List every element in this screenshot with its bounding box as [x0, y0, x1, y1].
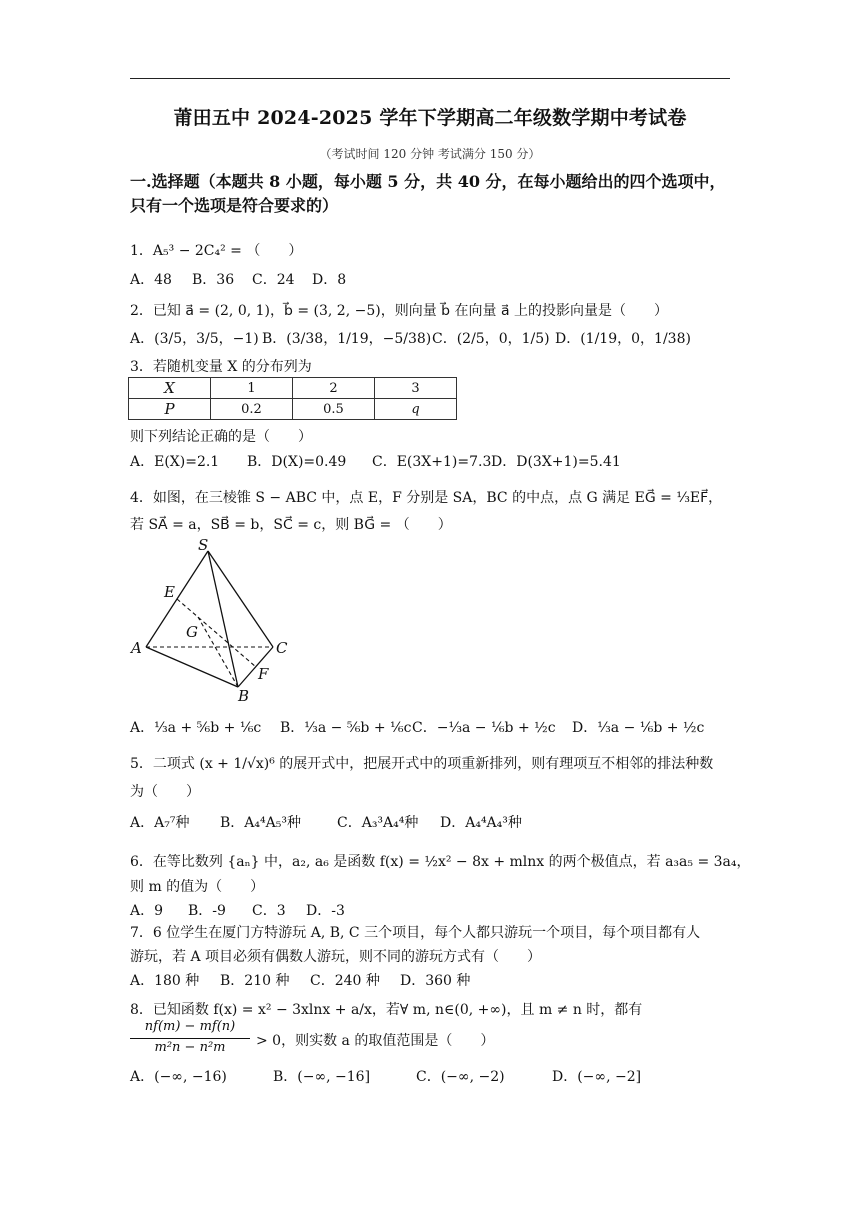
point-label-f: F: [258, 665, 269, 683]
q2-option-d: D．(1/19，0，1/38): [555, 331, 691, 347]
question-4-stem-2: 若 SA⃗ = a，SB⃗ = b，SC⃗ = c，则 BG⃗ = （ ）: [130, 517, 452, 533]
q7-option-b: B．210 种: [220, 973, 290, 989]
q2-option-a: A．(3/5，3/5，−1): [130, 331, 259, 347]
question-5-stem-1: 5．二项式 (x + 1/√x)⁶ 的展开式中，把展开式中的项重新排列，则有理项互不相邻的排法种数: [130, 756, 714, 772]
tetrahedron-figure: [128, 535, 298, 705]
question-7-stem-1: 7．6 位学生在厦门方特游玩 A, B, C 三个项目，每个人都只游玩一个项目，每个项目都有人: [130, 925, 701, 941]
question-4-stem-1: 4．如图，在三棱锥 S − ABC 中，点 E，F 分别是 SA，BC 的中点，点 G 满足 EG⃗ = ⅓EF⃗，: [130, 490, 723, 506]
vertex-label-s: S: [198, 536, 209, 554]
question-8-stem-1: 8．已知函数 f(x) = x² − 3xlnx + a/x，若∀ m, n∈(0, +∞)，且 m ≠ n 时，都有: [130, 1002, 643, 1018]
q1-option-d: D．8: [312, 272, 347, 288]
question-7-stem-2: 游玩，若 A 项目必须有偶数人游玩，则不同的游玩方式有（ ）: [130, 949, 542, 965]
q1-option-b: B．36: [192, 272, 235, 288]
vertex-label-a: A: [131, 639, 142, 657]
q6-option-a: A．9: [130, 903, 164, 919]
question-3-after: 则下列结论正确的是（ ）: [130, 429, 312, 445]
q3-option-a: A．E(X)=2.1: [130, 454, 220, 470]
exam-subtitle: （考试时间 120 分钟 考试满分 150 分）: [319, 147, 541, 161]
q7-option-a: A．180 种: [130, 973, 200, 989]
question-6-stem-2: 则 m 的值为（ ）: [130, 879, 265, 895]
q6-option-c: C．3: [252, 903, 286, 919]
section-heading: 一.选择题（本题共 8 小题，每小题 5 分，共 40 分，在每小题给出的四个选项中，只有一个选项是符合要求的）: [130, 172, 726, 215]
q4-option-c: C．−⅓a − ⅙b + ½c: [412, 720, 556, 736]
question-5-stem-2: 为（ ）: [130, 784, 200, 800]
q7-option-c: C．240 种: [310, 973, 380, 989]
point-label-g: G: [186, 623, 198, 641]
q1-option-c: C．24: [252, 272, 295, 288]
q5-option-c: C．A₃³A₄⁴种: [337, 815, 419, 831]
q4-option-a: A．⅓a + ⅚b + ⅙c: [130, 720, 262, 736]
exam-title: 莆田五中 2024-2025 学年下学期高二年级数学期中考试卷: [173, 107, 687, 129]
q5-option-a: A．A₇⁷种: [130, 815, 190, 831]
q3-option-d: D．D(3X+1)=5.41: [491, 454, 621, 470]
q3-option-b: B．D(X)=0.49: [247, 454, 347, 470]
table-cell: 0.5: [293, 399, 375, 420]
question-8-stem-2: > 0，则实数 a 的取值范围是（ ）: [256, 1033, 495, 1049]
q4-option-b: B．⅓a − ⅚b + ⅙c: [280, 720, 412, 736]
q2-option-c: C．(2/5，0，1/5): [432, 331, 550, 347]
q8-option-d: D．(−∞, −2]: [552, 1069, 642, 1085]
q6-option-d: D．-3: [306, 903, 345, 919]
q7-option-d: D．360 种: [400, 973, 471, 989]
question-3-stem: 3．若随机变量 X 的分布列为: [130, 359, 312, 375]
table-cell: P: [129, 399, 211, 420]
table-row: [129, 399, 457, 420]
q4-option-d: D．⅓a − ⅙b + ½c: [572, 720, 705, 736]
q8-fraction-numerator: nf(m) − mf(n): [144, 1019, 236, 1034]
distribution-table: [128, 377, 457, 420]
table-cell: 0.2: [211, 399, 293, 420]
q8-option-c: C．(−∞, −2): [416, 1069, 505, 1085]
top-rule: [130, 78, 730, 79]
table-cell: 1: [211, 378, 293, 399]
table-cell: 3: [375, 378, 457, 399]
q8-fraction-denominator: m²n − n²m: [154, 1040, 226, 1055]
q3-option-c: C．E(3X+1)=7.3: [372, 454, 492, 470]
table-cell: X: [129, 378, 211, 399]
q8-option-b: B．(−∞, −16]: [273, 1069, 371, 1085]
q2-option-b: B．(3/38，1/19，−5/38): [262, 331, 432, 347]
table-cell: 2: [293, 378, 375, 399]
question-6-stem-1: 6．在等比数列 {aₙ} 中，a₂, a₆ 是函数 f(x) = ½x² − 8x + mlnx 的两个极值点，若 a₃a₅ = 3a₄，: [130, 854, 751, 870]
q5-option-d: D．A₄⁴A₄³种: [440, 815, 522, 831]
q8-fraction-bar: [130, 1038, 250, 1039]
q8-option-a: A．(−∞, −16): [130, 1069, 227, 1085]
table-cell: q: [375, 399, 457, 420]
vertex-label-c: C: [276, 639, 288, 657]
question-2-stem: 2．已知 a⃗ = (2, 0, 1)，b⃗ = (3, 2, −5)，则向量 b⃗ 在向量 a⃗ 上的投影向量是（ ）: [130, 303, 668, 319]
q5-option-b: B．A₄⁴A₅³种: [220, 815, 301, 831]
q1-option-a: A．48: [130, 272, 172, 288]
question-1-stem: 1．A₅³ − 2C₄² = （ ）: [130, 243, 303, 259]
q6-option-b: B．-9: [188, 903, 226, 919]
point-label-e: E: [164, 583, 175, 601]
table-row: [129, 378, 457, 399]
vertex-label-b: B: [238, 687, 250, 705]
